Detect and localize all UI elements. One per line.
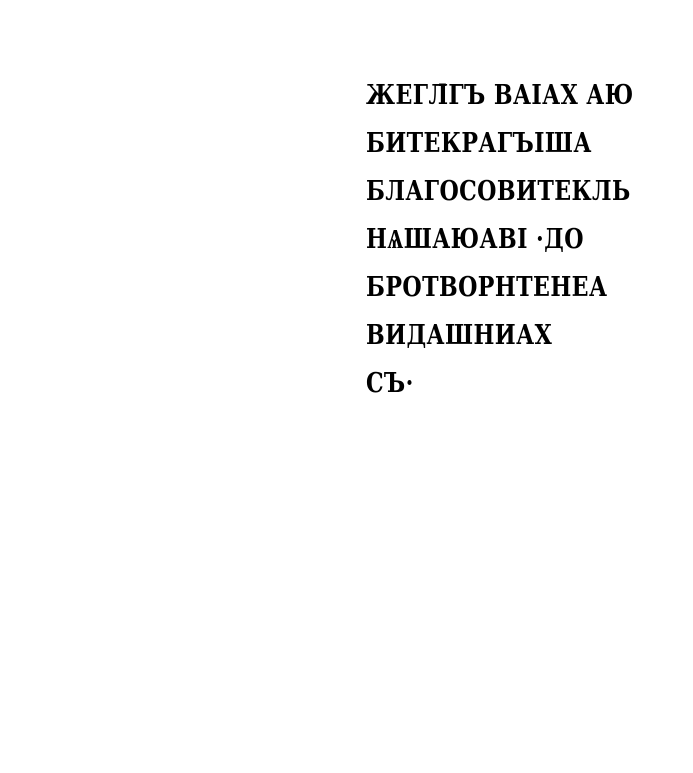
- manuscript-line-1: ЖЕГЛ̄ГЪ ВАІАХ АЮ: [366, 80, 634, 111]
- manuscript-line-2: БИТЕКРАГЪІША: [366, 128, 592, 159]
- manuscript-line-5: БРОТВОРНТЕНЕА: [366, 272, 608, 303]
- manuscript-line-7: СЪ·: [366, 368, 414, 399]
- manuscript-line-4: НѦШАЮАВІ ·ДО: [366, 224, 584, 255]
- manuscript-text-block: [366, 72, 666, 408]
- manuscript-line-6: ВИДАШНИАХ: [366, 320, 553, 351]
- manuscript-line-3: БЛАГОСОВИТЕКЛЬ: [366, 176, 631, 207]
